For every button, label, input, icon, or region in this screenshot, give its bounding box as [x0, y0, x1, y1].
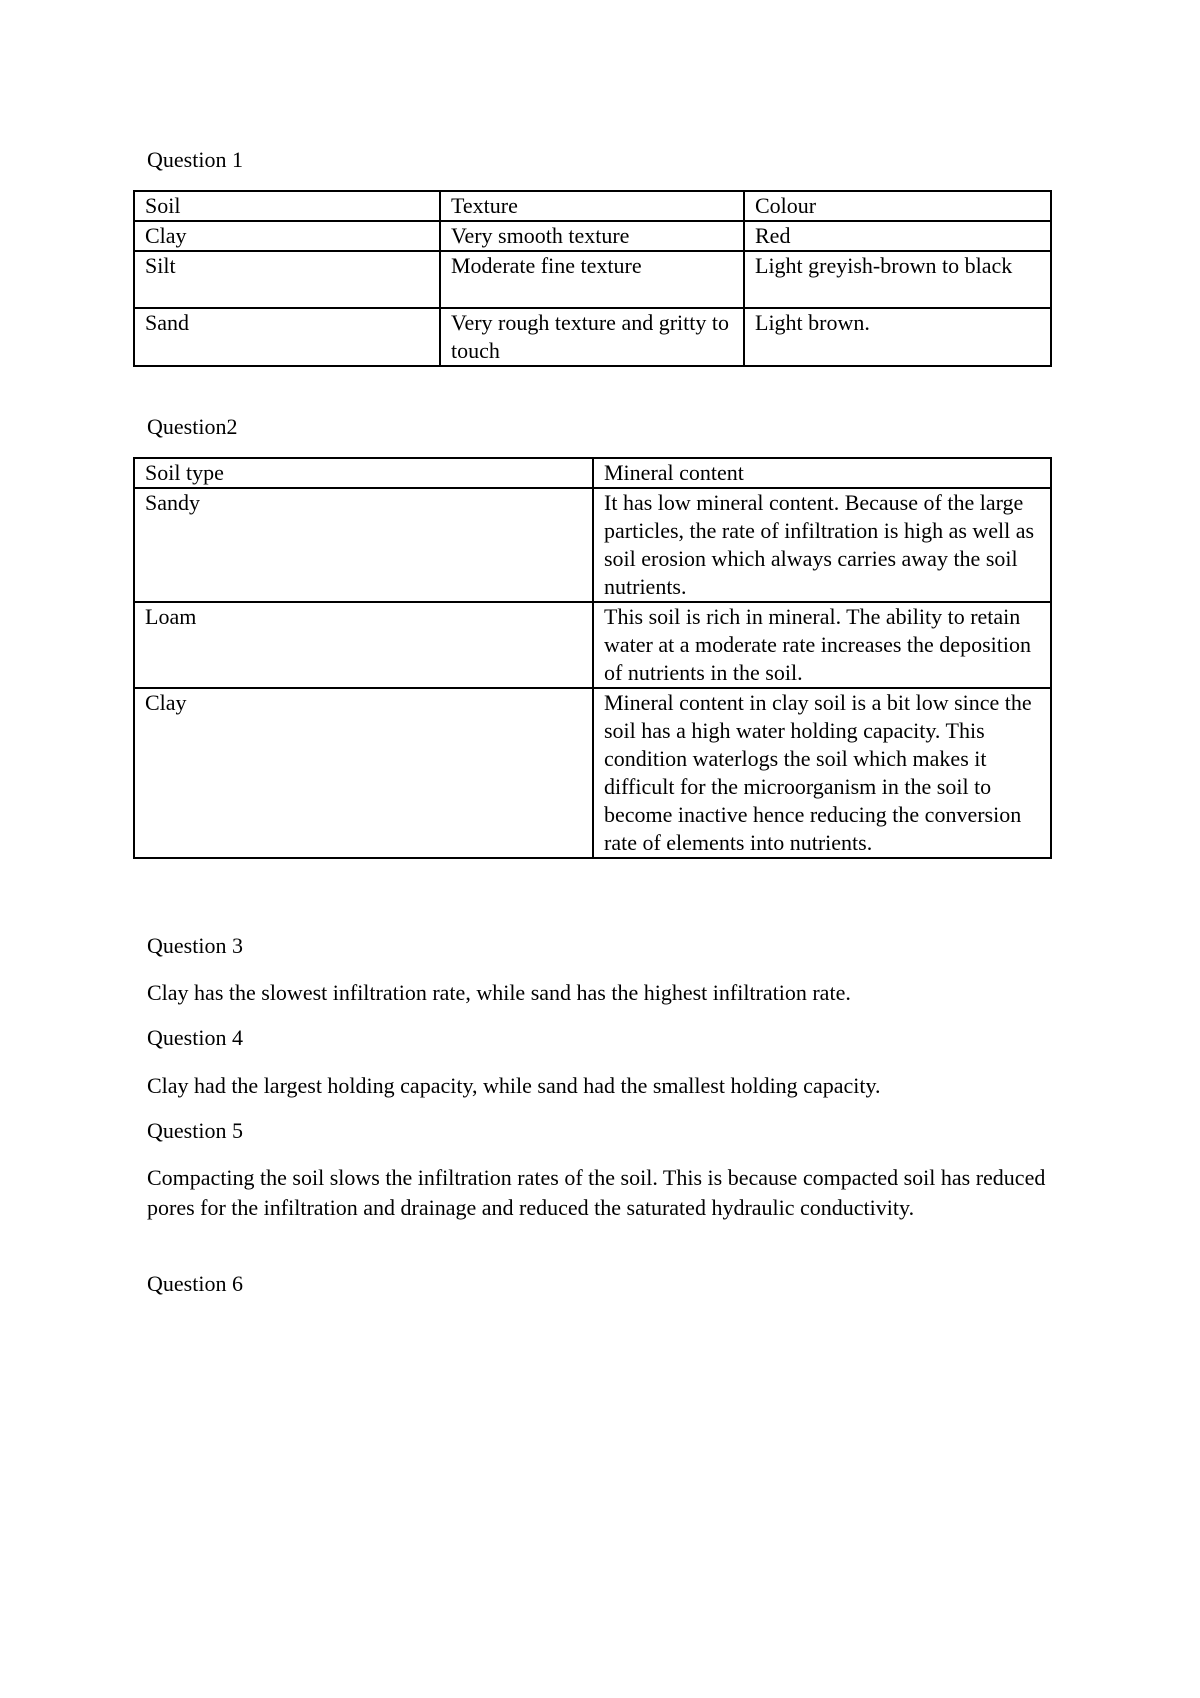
question-4-answer: Clay had the largest holding capacity, while sand had the smallest holding capacity.	[147, 1073, 881, 1098]
table-cell: Very smooth texture	[440, 221, 744, 251]
table-row	[134, 488, 1051, 602]
table-row	[134, 688, 1051, 858]
table-header-cell: Texture	[440, 191, 744, 221]
table-row	[134, 221, 1051, 251]
table-cell: Silt	[134, 251, 440, 308]
table-header-cell: Soil	[134, 191, 440, 221]
table-header-row	[134, 458, 1051, 488]
question-4-heading: Question 4	[147, 1025, 243, 1050]
table-cell: Clay	[134, 221, 440, 251]
question-6-heading: Question 6	[147, 1271, 243, 1296]
table-row	[134, 308, 1051, 366]
table-row	[134, 251, 1051, 308]
table-header-cell: Soil type	[134, 458, 593, 488]
table-cell: Mineral content in clay soil is a bit low since the soil has a high water holding capacity. This condition waterlogs the soil which makes it difficult for the microorganism in the soil to become inactive hence reducing the conversion rate of elements into nutrients.	[593, 688, 1051, 858]
table-cell: Sandy	[134, 488, 593, 602]
question-3-heading: Question 3	[147, 933, 243, 958]
question-1-heading: Question 1	[147, 147, 243, 172]
table-cell: Clay	[134, 688, 593, 858]
table-cell: Light greyish-brown to black	[744, 251, 1051, 308]
table-cell: Very rough texture and gritty to touch	[440, 308, 744, 366]
table-cell: Light brown.	[744, 308, 1051, 366]
table-cell: Moderate fine texture	[440, 251, 744, 308]
mineral-content-table	[133, 457, 1052, 859]
table-cell: This soil is rich in mineral. The ability to retain water at a moderate rate increases the deposition of nutrients in the soil.	[593, 602, 1051, 688]
table-header-cell: Colour	[744, 191, 1051, 221]
question-2-heading: Question2	[147, 414, 238, 439]
question-5-answer: Compacting the soil slows the infiltration rates of the soil. This is because compacted soil has reduced pores for the infiltration and drainage and reduced the saturated hydraulic conductivity.	[147, 1165, 1046, 1220]
question-5-heading: Question 5	[147, 1118, 243, 1143]
table-cell: Red	[744, 221, 1051, 251]
soil-texture-table	[133, 190, 1052, 367]
table-cell: Sand	[134, 308, 440, 366]
table-header-cell: Mineral content	[593, 458, 1051, 488]
table-row	[134, 602, 1051, 688]
question-3-answer: Clay has the slowest infiltration rate, while sand has the highest infiltration rate.	[147, 980, 851, 1005]
table-cell: Loam	[134, 602, 593, 688]
table-header-row	[134, 191, 1051, 221]
table-cell: It has low mineral content. Because of the large particles, the rate of infiltration is high as well as soil erosion which always carries away the soil nutrients.	[593, 488, 1051, 602]
